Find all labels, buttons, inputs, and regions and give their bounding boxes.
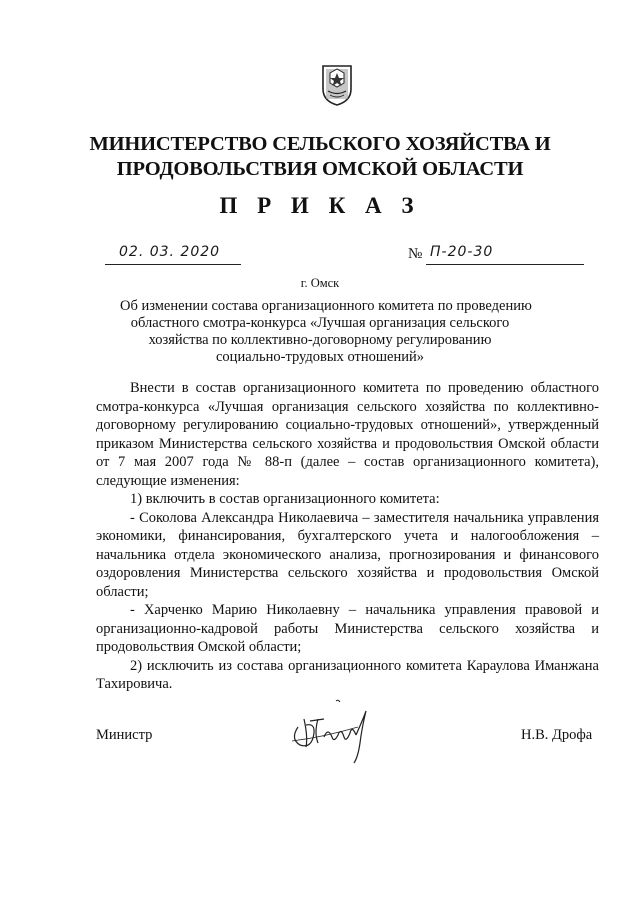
handwritten-signature <box>284 697 374 767</box>
body-item-1: 1) включить в состав организационного комитета: <box>130 491 440 507</box>
number-field <box>426 246 584 265</box>
signatory-name: Н.В. Дрофа <box>521 727 593 743</box>
body-item-2: 2) исключить из состава организационного комитета Караулова Иманжана Тахировича. <box>96 657 599 692</box>
subject-line: областного смотра-конкурса «Лучшая организация сельского <box>130 315 510 331</box>
subject-line: Об изменении состава организационного комитета по проведению <box>120 298 532 314</box>
order-subject <box>120 298 532 366</box>
order-body <box>96 379 599 694</box>
body-item-1b: - Харченко Марию Николаевну – начальника управления правовой и организационно-кадровой работы Министерства сельского хозяйства и продовольствия Омской области; <box>96 602 599 655</box>
signatory-position: Министр <box>96 727 153 743</box>
document-type: П Р И К А З <box>219 193 421 218</box>
date-value: 02. 03. 2020 <box>119 244 221 260</box>
number-value: П-20-30 <box>430 244 494 260</box>
ministry-name <box>40 132 600 182</box>
subject-line: хозяйства по коллективно-договорному регулированию <box>148 332 492 348</box>
subject-line: социально-трудовых отношений» <box>216 349 424 365</box>
body-intro: Внести в состав организационного комитета по проведению областного смотра-конкурса «Лучшая организация сельского хозяйства по коллективно-договорному регулированию социально-трудовых отношений», утвержденный приказом Министерства сельского хозяйства и продовольствия Омской области от 7 мая 2007 года № 88-п (далее – состав организационного комитета), следующие изменения: <box>96 380 599 489</box>
ministry-name-line-1: МИНИСТЕРСТВО СЕЛЬСКОГО ХОЗЯЙСТВА И <box>89 133 551 155</box>
coat-of-arms-icon <box>320 63 354 107</box>
date-field <box>105 246 241 265</box>
city: г. Омск <box>300 276 340 290</box>
ministry-name-line-2: ПРОДОВОЛЬСТВИЯ ОМСКОЙ ОБЛАСТИ <box>116 158 524 180</box>
body-item-1a: - Соколова Александра Николаевича – заместителя начальника управления экономики, финансирования, бухгалтерского учета и налогообложения – начальника отдела экономического анализа, прогнозирования и финансового оздоровления Министерства сельского хозяйства и продовольствия Омской области; <box>96 509 599 600</box>
number-label: № <box>408 246 423 262</box>
